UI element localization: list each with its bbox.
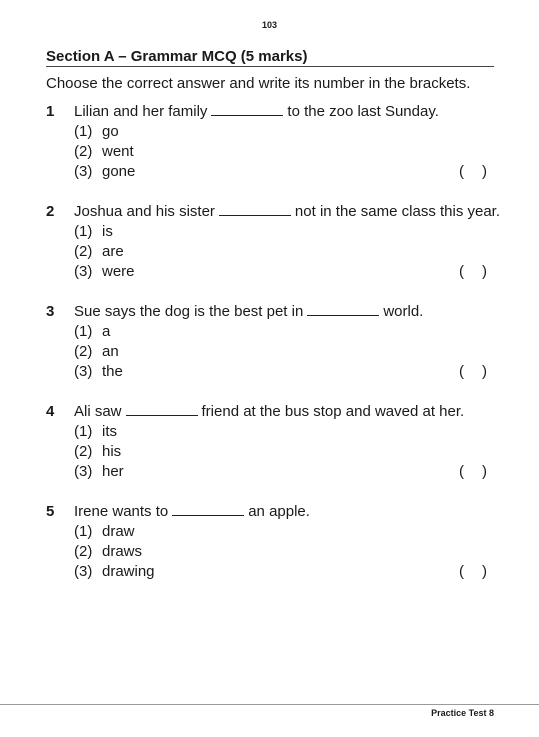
answer-blank bbox=[126, 403, 198, 416]
option-label: (1) bbox=[74, 223, 93, 240]
question-number: 1 bbox=[46, 103, 55, 120]
stem-after: an apple. bbox=[248, 503, 310, 520]
question-2 bbox=[46, 202, 501, 282]
question-stem bbox=[74, 102, 439, 122]
question-stem bbox=[74, 502, 310, 522]
option-2 bbox=[46, 542, 494, 562]
option-3 bbox=[46, 462, 494, 482]
option-text: go bbox=[102, 123, 119, 140]
option-label: (2) bbox=[74, 543, 93, 560]
option-1 bbox=[46, 322, 494, 342]
option-text: drawing bbox=[102, 563, 155, 580]
question-4 bbox=[46, 402, 494, 482]
bracket-open: ( bbox=[459, 363, 464, 380]
option-1 bbox=[46, 122, 494, 142]
option-1 bbox=[46, 422, 494, 442]
option-label: (1) bbox=[74, 323, 93, 340]
option-label: (3) bbox=[74, 163, 93, 180]
option-1 bbox=[46, 522, 494, 542]
stem-after: not in the same class this year. bbox=[294, 203, 501, 220]
question-stem bbox=[74, 202, 500, 222]
instructions: Choose the correct answer and write its number in the brackets. bbox=[46, 75, 471, 92]
bracket-open: ( bbox=[459, 263, 464, 280]
option-text: an bbox=[102, 343, 119, 360]
stem-before: Joshua and his sister bbox=[74, 203, 215, 220]
question-number: 3 bbox=[46, 303, 55, 320]
option-1 bbox=[46, 222, 494, 242]
option-label: (2) bbox=[74, 143, 93, 160]
option-label: (3) bbox=[74, 263, 93, 280]
question-number: 2 bbox=[46, 203, 55, 220]
stem-after: world. bbox=[383, 303, 424, 320]
option-3 bbox=[46, 262, 494, 282]
option-2 bbox=[46, 442, 494, 462]
bracket-close: ) bbox=[482, 163, 487, 180]
option-text: its bbox=[102, 423, 117, 440]
option-label: (2) bbox=[74, 343, 93, 360]
bracket-close: ) bbox=[482, 263, 487, 280]
footer-label: Practice Test 8 bbox=[431, 708, 494, 718]
question-number: 5 bbox=[46, 503, 55, 520]
option-2 bbox=[46, 142, 494, 162]
bracket-close: ) bbox=[482, 563, 487, 580]
question-3 bbox=[46, 302, 494, 382]
question-stem bbox=[74, 402, 464, 422]
option-3 bbox=[46, 562, 494, 582]
page-number: 103 bbox=[261, 20, 278, 30]
answer-blank bbox=[307, 303, 379, 316]
option-label: (2) bbox=[74, 243, 93, 260]
stem-before: Lilian and her family bbox=[74, 103, 208, 120]
bracket-open: ( bbox=[459, 163, 464, 180]
stem-before: Ali saw bbox=[74, 403, 122, 420]
option-text: went bbox=[102, 143, 134, 160]
answer-blank bbox=[211, 103, 283, 116]
option-text: were bbox=[102, 263, 135, 280]
option-label: (1) bbox=[74, 423, 93, 440]
option-3 bbox=[46, 362, 494, 382]
option-label: (3) bbox=[74, 363, 93, 380]
answer-blank bbox=[219, 203, 291, 216]
option-2 bbox=[46, 242, 494, 262]
option-label: (3) bbox=[74, 563, 93, 580]
question-1 bbox=[46, 102, 494, 182]
option-label: (1) bbox=[74, 523, 93, 540]
option-text: a bbox=[102, 323, 111, 340]
option-text: gone bbox=[102, 163, 136, 180]
option-label: (1) bbox=[74, 123, 93, 140]
answer-blank bbox=[172, 503, 244, 516]
bracket-close: ) bbox=[482, 363, 487, 380]
question-stem bbox=[74, 302, 423, 322]
bracket-open: ( bbox=[459, 463, 464, 480]
option-text: is bbox=[102, 223, 113, 240]
section-title: Section A – Grammar MCQ (5 marks) bbox=[46, 48, 308, 65]
option-text: her bbox=[102, 463, 124, 480]
stem-after: friend at the bus stop and waved at her. bbox=[201, 403, 465, 420]
bracket-open: ( bbox=[459, 563, 464, 580]
question-number: 4 bbox=[46, 403, 55, 420]
option-text: the bbox=[102, 363, 123, 380]
question-5 bbox=[46, 502, 494, 582]
footer-divider bbox=[0, 704, 539, 705]
option-label: (2) bbox=[74, 443, 93, 460]
stem-before: Sue says the dog is the best pet in bbox=[74, 303, 304, 320]
option-2 bbox=[46, 342, 494, 362]
option-3 bbox=[46, 162, 494, 182]
option-label: (3) bbox=[74, 463, 93, 480]
option-text: draws bbox=[102, 543, 143, 560]
option-text: are bbox=[102, 243, 124, 260]
stem-after: to the zoo last Sunday. bbox=[287, 103, 439, 120]
option-text: draw bbox=[102, 523, 135, 540]
bracket-close: ) bbox=[482, 463, 487, 480]
stem-before: Irene wants to bbox=[74, 503, 169, 520]
option-text: his bbox=[102, 443, 122, 460]
section-title-underline bbox=[46, 66, 494, 67]
